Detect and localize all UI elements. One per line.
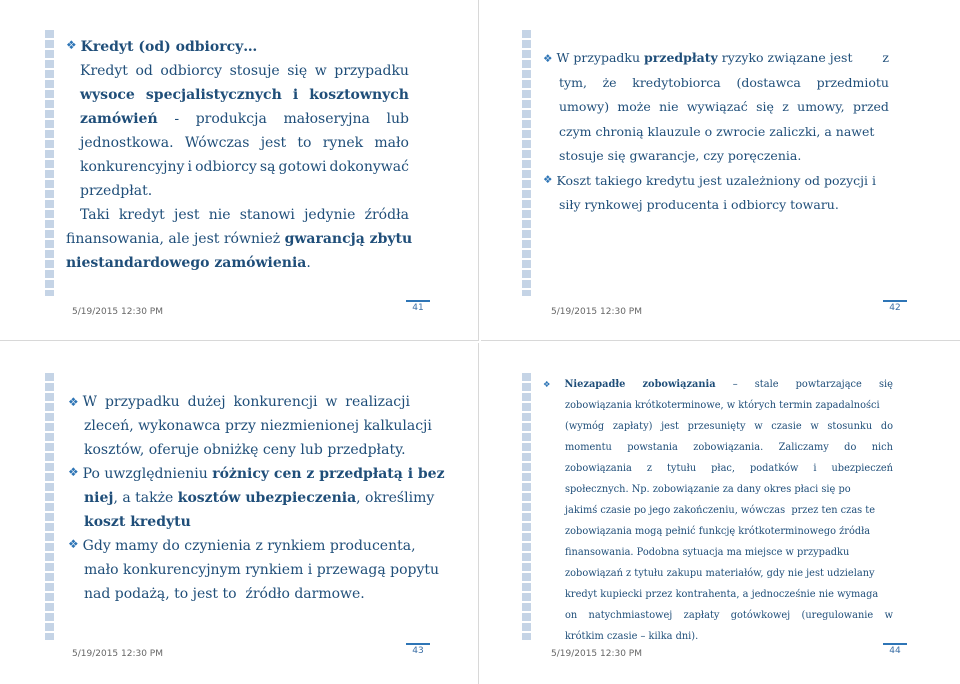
text-fragment: gotówkowej xyxy=(730,610,791,621)
text-fragment: stale xyxy=(754,379,779,390)
text-fragment: się xyxy=(878,379,893,390)
text-line xyxy=(84,562,440,587)
text-fragment: Zaliczamy xyxy=(778,442,829,453)
text-fragment: to xyxy=(297,135,312,151)
text-fragment: jest xyxy=(661,421,679,432)
text-fragment: nich xyxy=(871,442,893,453)
text-fragment: rynek xyxy=(322,135,364,151)
text-fragment: finansowania. Podobna sytuacja ma miejsce w przypadku xyxy=(565,547,850,558)
text-fragment: jakimś czasie po jego zakończeniu, wówczas przez ten czas te xyxy=(565,505,876,516)
text-fragment: mało xyxy=(374,135,409,151)
text-fragment: W przypadku xyxy=(556,50,645,65)
text-line xyxy=(559,150,889,175)
slide-43-text xyxy=(68,394,445,611)
text-line xyxy=(80,112,409,136)
text-fragment: różnicy cen z przedpłatą i bez xyxy=(212,466,445,482)
page-number: 42 xyxy=(880,303,910,323)
text-fragment: gwarancją zbytu xyxy=(284,231,413,247)
text-fragment: nie xyxy=(208,207,231,223)
diamond-bullet-icon: ❖ xyxy=(68,537,79,551)
text-fragment: zapłaty) xyxy=(612,421,653,432)
text-fragment: płac, xyxy=(711,463,736,474)
decorative-tiles xyxy=(45,373,54,640)
text-fragment: , określimy xyxy=(356,490,435,506)
text-fragment: w xyxy=(884,610,893,621)
text-fragment: konkurencyjny xyxy=(80,159,185,175)
text-fragment: produkcja xyxy=(195,111,267,127)
text-line xyxy=(565,611,893,632)
text-fragment: lub xyxy=(386,111,409,127)
text-fragment: odbiorcy xyxy=(195,159,257,175)
text-line xyxy=(565,548,893,569)
text-line xyxy=(543,52,889,77)
text-line xyxy=(559,123,889,151)
text-fragment: dużej xyxy=(187,394,226,410)
text-fragment: specjalistycznych xyxy=(145,87,282,103)
text-fragment: nad podażą, to jest to źródło darmowe. xyxy=(84,586,365,602)
text-fragment: Niezapadłe xyxy=(564,379,626,390)
text-line xyxy=(80,136,409,160)
text-fragment: przypadku xyxy=(334,63,409,79)
text-fragment: jednostkowa. xyxy=(80,135,174,151)
text-fragment: stosunku xyxy=(827,421,873,432)
text-fragment: ryzyko związane jest xyxy=(717,50,853,65)
text-line xyxy=(559,101,889,126)
text-fragment: kredyt kupiecki przez kontrahenta, a jednocześnie nie wymaga xyxy=(565,589,879,600)
text-line xyxy=(559,74,889,102)
text-fragment: siły rynkowej producenta i odbiorcy towaru. xyxy=(559,197,839,212)
text-line xyxy=(66,256,409,280)
decorative-tiles xyxy=(522,30,531,296)
footer-date: 5/19/2015 12:30 PM xyxy=(551,307,642,317)
decorative-tiles xyxy=(522,373,531,640)
text-fragment: przesunięty xyxy=(687,421,746,432)
text-fragment: przedmiotu xyxy=(816,74,889,90)
text-fragment: przed xyxy=(852,99,889,114)
text-fragment: zobowiązania xyxy=(642,379,716,390)
text-fragment: nie xyxy=(659,99,679,114)
text-fragment: w xyxy=(754,421,763,432)
text-line xyxy=(68,465,445,491)
text-line xyxy=(84,418,432,443)
text-fragment: zobowiązania krótkoterminowe, w których termin zapadalności xyxy=(565,400,880,411)
text-fragment: W xyxy=(82,394,98,410)
text-fragment: - xyxy=(174,111,180,127)
text-fragment: kredyt xyxy=(118,207,165,223)
text-fragment: do xyxy=(844,442,857,453)
text-fragment: kosztownych xyxy=(309,87,409,103)
text-line xyxy=(565,527,893,548)
page-number: 44 xyxy=(880,646,910,666)
text-fragment: jedynie xyxy=(304,207,356,223)
text-fragment: źródła xyxy=(364,207,409,223)
text-fragment: kosztów, oferuje obniżkę ceny lub przedpłaty. xyxy=(84,442,406,458)
diamond-bullet-icon: ❖ xyxy=(66,38,77,52)
text-line xyxy=(80,64,409,88)
text-fragment: , a także xyxy=(113,490,178,506)
page-number: 41 xyxy=(403,303,433,323)
decorative-tiles xyxy=(45,30,54,296)
text-fragment: podatków xyxy=(749,463,799,474)
heading xyxy=(66,40,409,54)
text-line xyxy=(565,506,893,527)
text-fragment: w xyxy=(325,394,338,410)
text-fragment: stosuje się gwarancje, czy poręczenia. xyxy=(559,148,802,163)
text-fragment: przedpłaty xyxy=(644,50,718,65)
text-fragment: powtarzające xyxy=(795,379,862,390)
text-fragment: on xyxy=(565,610,578,621)
slide-44 xyxy=(481,343,960,684)
text-fragment: Koszt takiego kredytu jest uzależniony od pozycji i xyxy=(556,172,876,188)
footer-date: 5/19/2015 12:30 PM xyxy=(72,307,163,317)
text-fragment: dokonywać xyxy=(329,159,409,175)
diamond-bullet-icon: ❖ xyxy=(543,52,553,65)
diamond-bullet-icon: ❖ xyxy=(543,172,553,186)
text-fragment: wywiązać xyxy=(686,99,748,114)
text-fragment: z xyxy=(646,463,653,474)
text-fragment: realizacji xyxy=(345,394,410,410)
text-line xyxy=(84,515,410,539)
text-line xyxy=(543,172,889,200)
text-line xyxy=(68,395,410,419)
text-fragment: społecznych. Np. zobowiązanie za dany okres płaci się po xyxy=(565,484,851,495)
text-fragment: i xyxy=(187,159,193,175)
diamond-bullet-icon: ❖ xyxy=(543,379,551,389)
text-line xyxy=(543,380,893,401)
text-fragment: do xyxy=(880,421,893,432)
text-fragment: mało konkurencyjnym rynkiem i przewagą popytu xyxy=(84,562,440,578)
text-fragment: jest xyxy=(174,207,200,223)
text-fragment: i xyxy=(813,463,817,474)
text-fragment: . xyxy=(306,255,311,271)
text-fragment: są xyxy=(259,159,276,175)
text-fragment: w xyxy=(810,421,819,432)
text-fragment: finansowania, ale jest również xyxy=(66,231,285,247)
text-fragment: małoseryjna xyxy=(283,111,370,127)
text-line xyxy=(565,443,893,464)
text-fragment: przedpłat. xyxy=(80,183,153,199)
text-fragment: tym, xyxy=(559,74,587,90)
slide-41-text xyxy=(66,38,413,280)
text-fragment: w xyxy=(314,63,327,79)
text-fragment: niestandardowego zamówienia xyxy=(66,255,307,271)
text-fragment: i xyxy=(292,87,299,103)
text-fragment: z xyxy=(882,50,889,65)
text-fragment: krótkim czasie – kilka dni). xyxy=(565,631,699,642)
diamond-bullet-icon: ❖ xyxy=(68,465,79,479)
text-fragment: odbiorcy xyxy=(160,63,223,79)
footer-date: 5/19/2015 12:30 PM xyxy=(551,649,642,659)
text-fragment: się xyxy=(287,63,308,79)
text-fragment: jest xyxy=(260,135,287,151)
text-fragment: zamówień xyxy=(80,111,158,127)
text-fragment: koszt kredytu xyxy=(84,514,191,530)
text-fragment: czym chronią klauzule o zwrocie zaliczki, a nawet xyxy=(559,123,875,139)
text-fragment: czasie xyxy=(771,421,802,432)
text-fragment: zobowiązania mogą pełnić funkcję krótkoterminowego źródła xyxy=(565,526,871,537)
text-fragment: kosztów ubezpieczenia xyxy=(177,490,357,506)
text-line xyxy=(80,184,409,208)
text-line xyxy=(565,632,893,646)
text-fragment: (uregulowanie xyxy=(801,610,874,621)
text-fragment: konkurencji xyxy=(233,394,318,410)
text-line xyxy=(565,464,893,485)
diamond-bullet-icon: ❖ xyxy=(68,395,79,409)
text-line xyxy=(84,443,410,467)
text-fragment: (dostawca xyxy=(736,74,801,90)
text-fragment: Taki xyxy=(80,207,110,223)
text-fragment: umowy) xyxy=(559,99,610,114)
text-fragment: Wówczas xyxy=(184,135,250,151)
text-line xyxy=(84,587,410,611)
footer-date: 5/19/2015 12:30 PM xyxy=(72,649,163,659)
text-fragment: się xyxy=(756,99,774,114)
text-fragment: tytułu xyxy=(666,463,697,474)
slide-43 xyxy=(0,343,479,684)
slide-42-text xyxy=(543,52,889,224)
text-fragment: Po uwzględnieniu xyxy=(82,466,213,482)
text-fragment: ubezpieczeń xyxy=(831,463,893,474)
text-fragment: powstania xyxy=(627,442,678,453)
slide-heading: Kredyt (od) odbiorcy… xyxy=(80,39,258,55)
text-line xyxy=(80,208,409,232)
text-fragment: zobowiązania. xyxy=(693,442,764,453)
text-fragment: przypadku xyxy=(104,394,180,410)
text-fragment: może xyxy=(617,99,651,114)
text-fragment: Gdy mamy do czynienia z rynkiem producenta, xyxy=(82,538,416,554)
text-fragment: – xyxy=(732,379,738,390)
text-line xyxy=(565,590,893,611)
page-number: 43 xyxy=(403,646,433,666)
text-line xyxy=(66,231,413,256)
text-line xyxy=(565,485,893,506)
text-fragment: wysoce xyxy=(80,87,135,103)
text-fragment: gotowi xyxy=(278,159,327,175)
slide-44-text xyxy=(543,380,893,646)
text-fragment: natychmiastowej xyxy=(588,610,673,621)
text-line xyxy=(565,401,893,422)
text-fragment: Kredyt xyxy=(80,63,128,79)
text-fragment: zleceń, wykonawca przy niezmienionej kalkulacji xyxy=(84,418,432,434)
text-fragment: kredytobiorca xyxy=(632,74,721,90)
text-line xyxy=(559,199,889,224)
slide-42 xyxy=(481,0,960,341)
text-line xyxy=(80,160,409,184)
text-line xyxy=(80,88,409,112)
text-fragment: od xyxy=(135,63,153,79)
text-line xyxy=(68,537,416,563)
text-fragment: zobowiązań z tytułu zakupu materiałów, gdy nie jest udzielany xyxy=(565,568,875,579)
text-fragment: że xyxy=(602,74,617,90)
text-fragment: niej xyxy=(84,490,114,506)
text-fragment: (wymóg xyxy=(565,421,605,432)
text-fragment: zobowiązania xyxy=(565,463,632,474)
text-line xyxy=(565,422,893,443)
text-fragment: z xyxy=(782,99,789,114)
slide-41 xyxy=(0,0,479,341)
text-line xyxy=(84,490,435,515)
text-fragment: zapłaty xyxy=(683,610,720,621)
text-fragment: stosuje xyxy=(229,63,280,79)
text-fragment: stanowi xyxy=(239,207,295,223)
text-fragment: umowy, xyxy=(797,99,845,114)
text-fragment: momentu xyxy=(565,442,612,453)
text-line xyxy=(565,569,893,590)
